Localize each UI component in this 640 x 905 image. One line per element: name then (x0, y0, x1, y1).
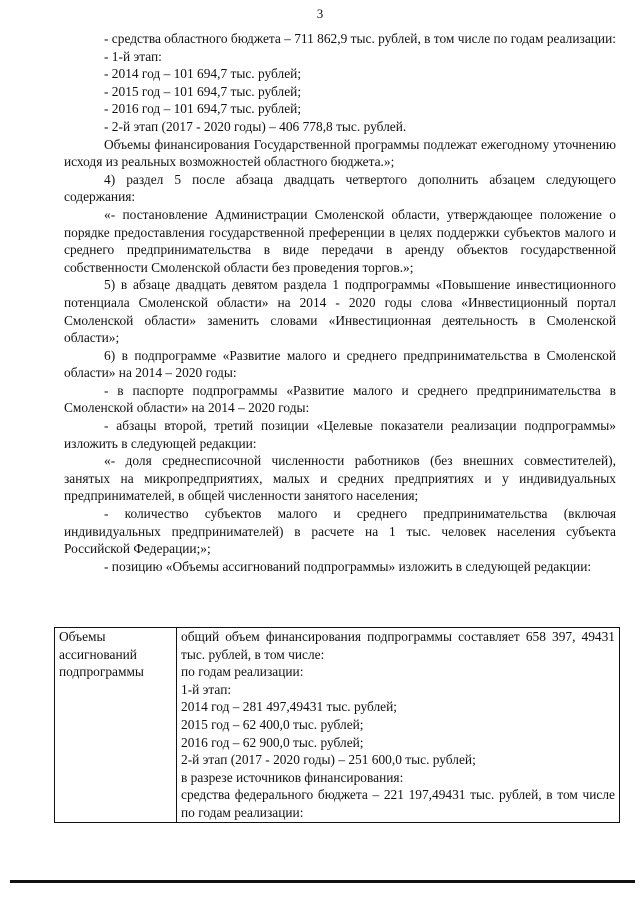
table-row (55, 628, 620, 823)
table-label-cell (55, 628, 177, 823)
table-value-line: 2014 год – 281 497,49431 тыс. рублей; (181, 699, 398, 715)
paragraph: 6) в подпрограмме «Развитие малого и среднего предпринимательства в Смоленской области» на 2014 – 2020 годы: (64, 347, 616, 381)
paragraph: - средства областного бюджета – 711 862,9 тыс. рублей, в том числе по годам реализации: (104, 31, 616, 46)
paragraph: - 2014 год – 101 694,7 тыс. рублей; (104, 66, 302, 82)
paragraph: «- постановление Администрации Смоленской области, утверждающее положение о порядке предоставления государственной преференции в целях поддержки субъектов малого и среднего предпринимательства в виде передачи в аренду объектов государственной собственности Смоленской области без проведения торгов.»; (64, 206, 616, 275)
allocation-table (54, 627, 620, 823)
paragraph: - количество субъектов малого и среднего предпринимательства (включая индивидуальных предпринимателей) в расчете на 1 тыс. человек населения субъекта Российской Федерации;»; (64, 506, 616, 557)
paragraph: 4) раздел 5 после абзаца двадцать четвертого дополнить абзацем следующего содержания: (64, 171, 616, 205)
table-value-line: 2016 год – 62 900,0 тыс. рублей; (181, 734, 364, 750)
table-value-line: средства федерального бюджета – 221 197,49431 тыс. рублей, в том числе по годам реализации: (181, 787, 615, 820)
table-label-line: Объемы (59, 629, 106, 644)
paragraph: - в паспорте подпрограммы «Развитие малого и среднего предпринимательства в Смоленской области» на 2014 – 2020 годы: (64, 382, 616, 416)
table-value-line: по годам реализации: (181, 664, 304, 680)
paragraph: - абзацы второй, третий позиции «Целевые показатели реализации подпрограммы» изложить в следующей редакции: (64, 418, 616, 451)
paragraph: - 2016 год – 101 694,7 тыс. рублей; (104, 101, 302, 117)
table-value-line: 2015 год – 62 400,0 тыс. рублей; (181, 716, 364, 732)
page-number: 3 (316, 6, 324, 21)
paragraph: «- доля среднесписочной численности работников (без внешних совместителей), занятых на микропредприятиях, малых и средних предприятиях и у индивидуальных предпринимателей, в общей численности занятого населения; (64, 453, 616, 504)
document-body (64, 30, 616, 575)
table-value-line: 2-й этап (2017 - 2020 годы) – 251 600,0 тыс. рублей; (181, 752, 476, 768)
paragraph: - позицию «Объемы ассигнований подпрограммы» изложить в следующей редакции: (104, 558, 592, 574)
table-value-line: в разрезе источников финансирования: (181, 769, 404, 785)
paragraph: - 2-й этап (2017 - 2020 годы) – 406 778,8 тыс. рублей. (104, 118, 407, 134)
table-value-line: 1-й этап: (181, 681, 232, 697)
scan-bottom-border (10, 880, 635, 883)
table-label-line: ассигнований (59, 646, 137, 662)
table-label-line: подпрограммы (59, 664, 144, 680)
paragraph: 5) в абзаце двадцать девятом раздела 1 подпрограммы «Повышение инвестиционного потенциала Смоленской области» на 2014 - 2020 годы слова «Инвестиционный портал Смоленской области» заменить словами «Инвестиционная деятельность в Смоленской области»; (64, 277, 616, 346)
paragraph: - 2015 год – 101 694,7 тыс. рублей; (104, 83, 302, 99)
table-value-cell (177, 628, 620, 823)
paragraph: - 1-й этап: (104, 48, 162, 64)
paragraph: Объемы финансирования Государственной программы подлежат ежегодному уточнению исходя из реальных возможностей областного бюджета.»; (64, 136, 616, 170)
table-value-line: общий объем финансирования подпрограммы составляет 658 397, 49431 тыс. рублей, в том числе: (181, 629, 615, 662)
